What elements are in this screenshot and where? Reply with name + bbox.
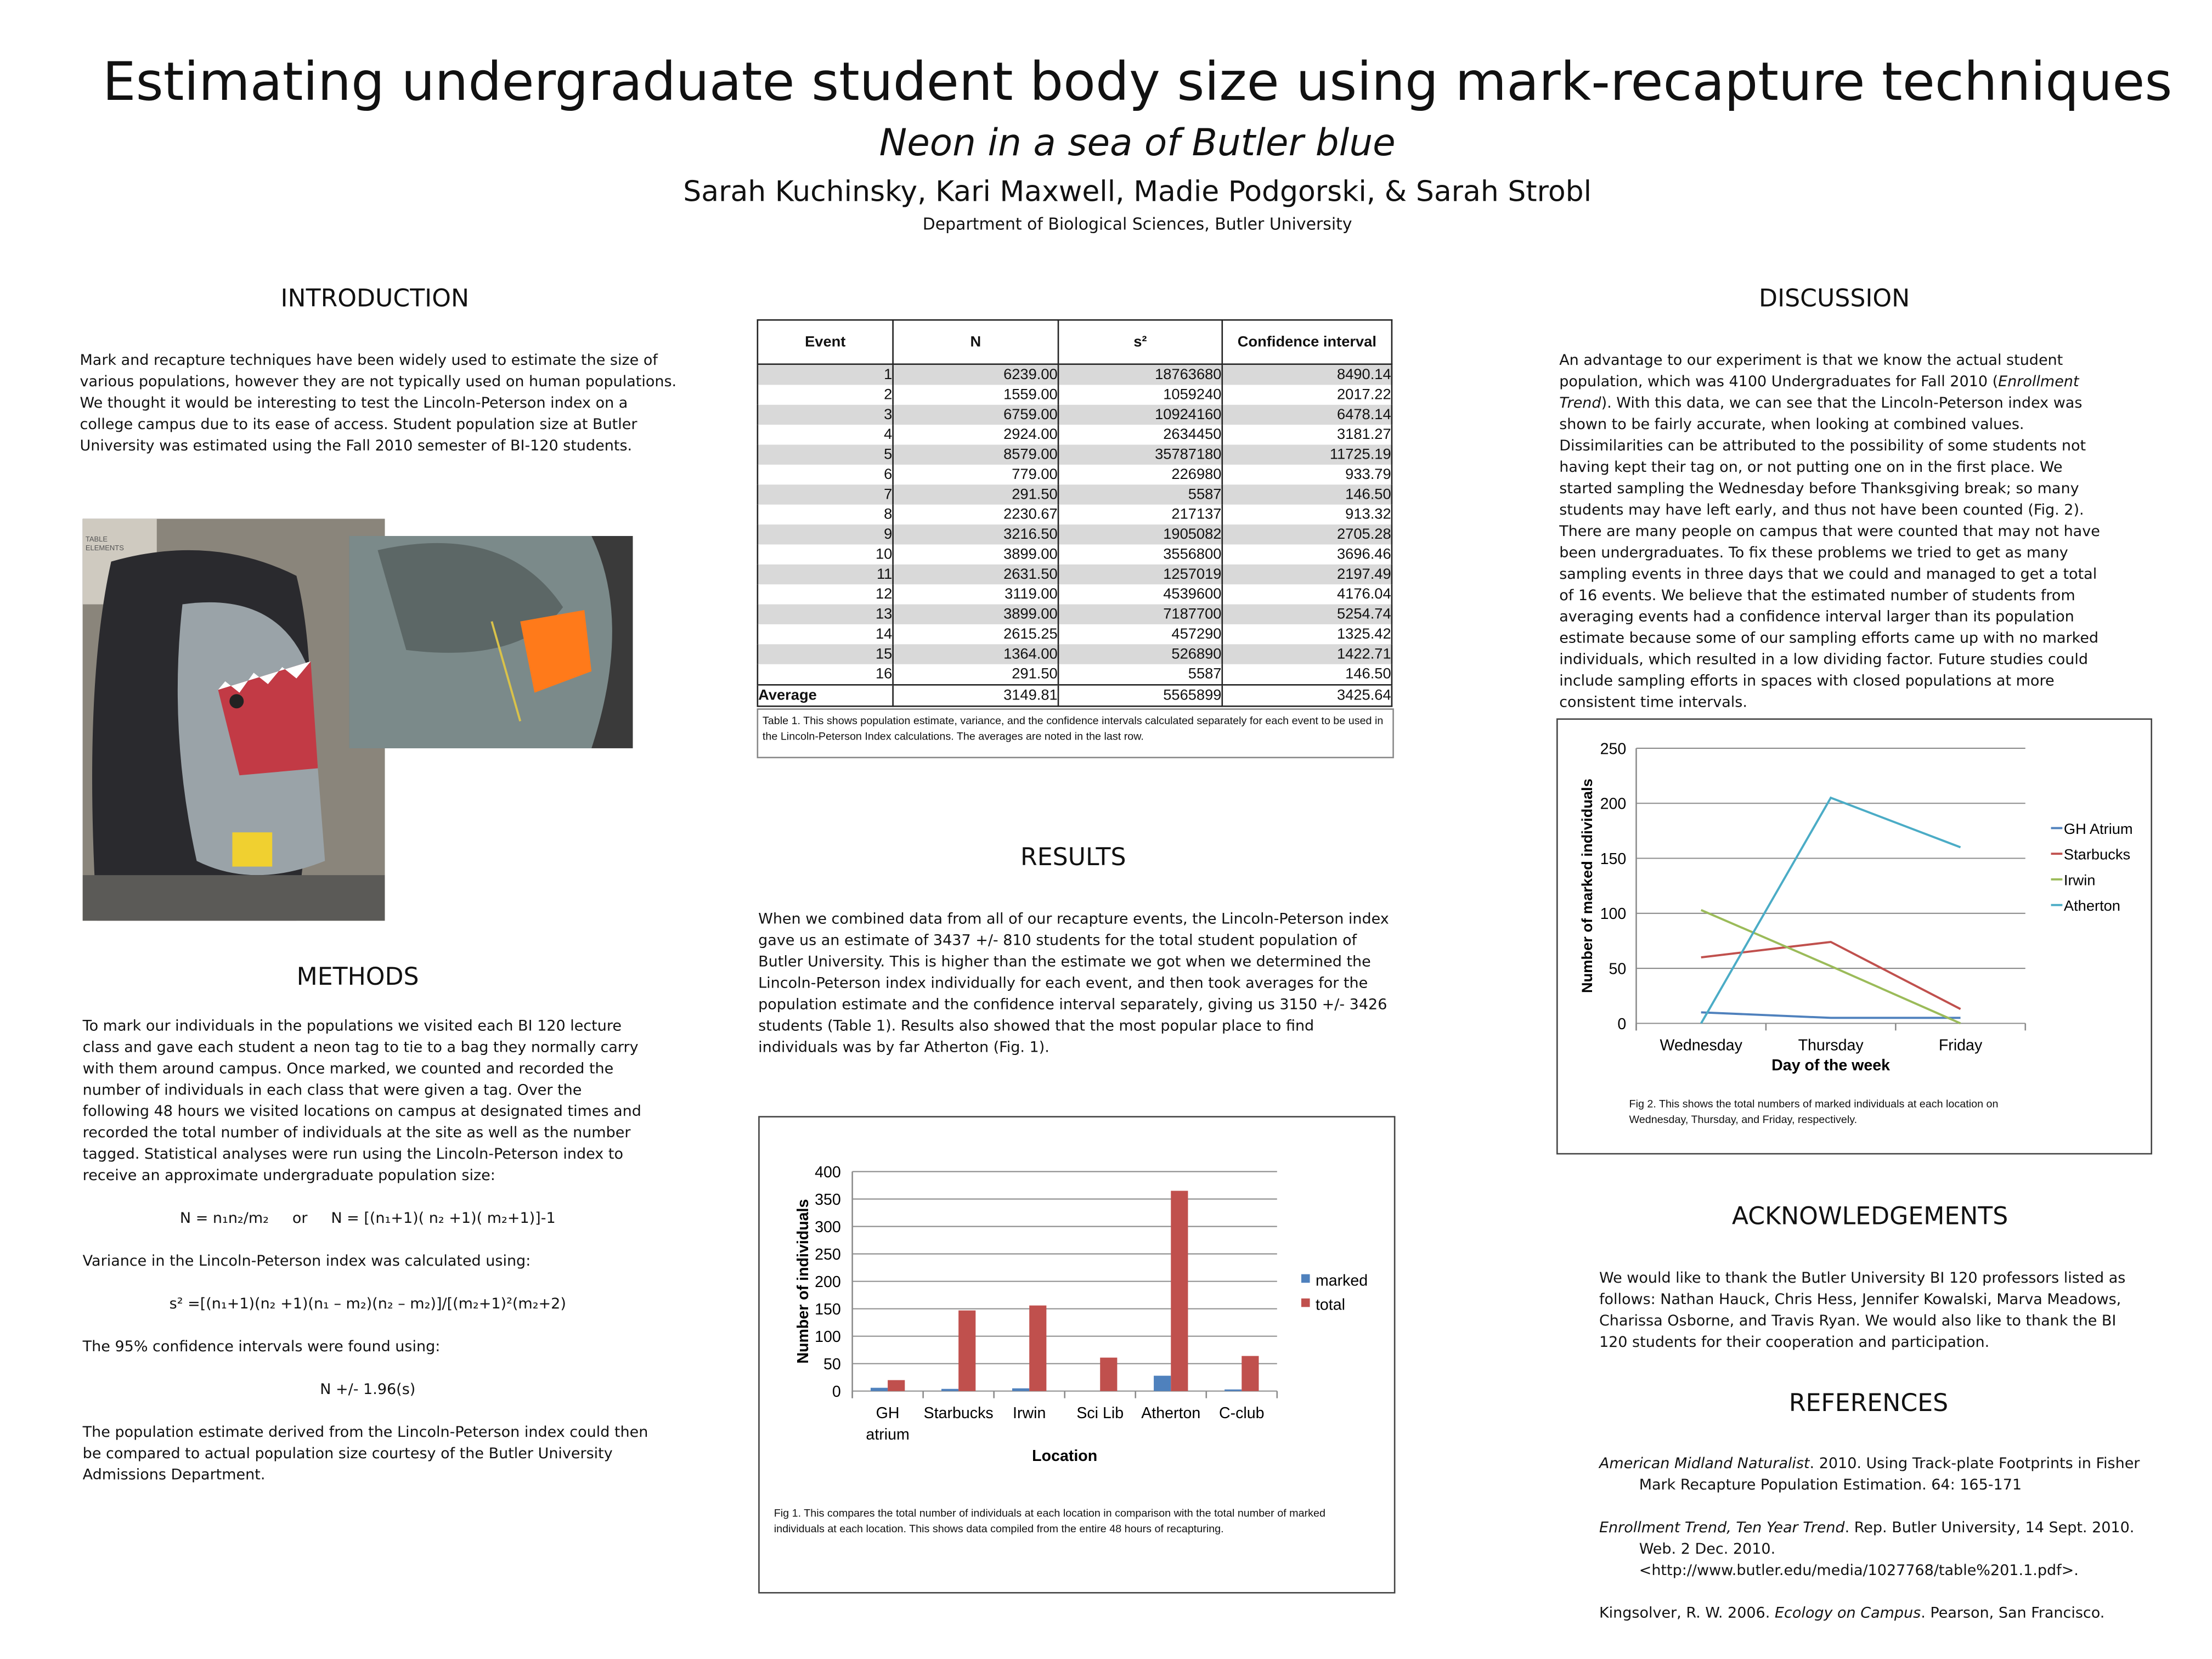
cell-event: 14 — [758, 624, 893, 644]
cell-confidence-interval: 1422.71 — [1222, 644, 1392, 664]
bar-total — [1242, 1356, 1259, 1391]
reference-details: . Rep. Butler University, 14 Sept. 2010. Web. 2 Dec. 2010. <http://www.butler.edu/media/1027768/table%201.1.pdf>. — [1639, 1519, 2135, 1579]
column-header-variance: s² — [1058, 320, 1222, 364]
cell-n: 6759.00 — [893, 405, 1058, 425]
cell-confidence-interval: 146.50 — [1222, 664, 1392, 685]
cell-variance: 526890 — [1058, 644, 1222, 664]
y-tick-label: 300 — [815, 1218, 841, 1236]
equation-confidence-interval: N +/- 1.96(s) — [320, 1381, 416, 1398]
figure-2-line-chart — [1556, 718, 2152, 1154]
department: Department of Biological Sciences, Butler University — [922, 213, 1352, 234]
table-row — [758, 624, 1392, 644]
x-tick-label: atrium — [866, 1425, 910, 1443]
results-heading: RESULTS — [1020, 844, 1126, 872]
figure-1-bar-chart — [758, 1116, 1395, 1593]
cell-n: 3899.00 — [893, 605, 1058, 624]
cell-n: 3899.00 — [893, 544, 1058, 564]
poster-title: Estimating undergraduate student body size using mark-recapture techniques — [102, 51, 2172, 113]
photo-neon-tag — [349, 536, 633, 748]
results-table-container — [757, 319, 1394, 758]
table-row-average — [758, 685, 1392, 706]
poster-subtitle: Neon in a sea of Butler blue — [879, 122, 1396, 166]
legend-label-total: total — [1315, 1296, 1345, 1314]
discussion-text — [1559, 351, 2115, 714]
methods-paragraph-2: Variance in the Lincoln-Peterson index was calculated using: — [82, 1252, 531, 1270]
cell-variance: 457290 — [1058, 624, 1222, 644]
column-header-event: Event — [758, 320, 893, 364]
y-tick-label: 50 — [1609, 960, 1627, 978]
cell-variance: 226980 — [1058, 465, 1222, 484]
figure-1-caption: Fig 1. This compares the total number of individuals at each location in comparison with the total number of marked individuals at each location. This shows data compiled from the entire 48 hours of recapturing. — [774, 1506, 1325, 1536]
bar-total — [1171, 1191, 1188, 1391]
cell-event: 11 — [758, 565, 893, 584]
cell-n: 291.50 — [893, 484, 1058, 504]
cell-confidence-interval: 933.79 — [1222, 465, 1392, 484]
table-row — [758, 584, 1392, 604]
x-tick-label: Atherton — [1141, 1404, 1201, 1423]
line-starbucks — [1701, 942, 1961, 1009]
cell-variance: 1905082 — [1058, 524, 1222, 544]
x-tick-label: Wednesday — [1660, 1036, 1742, 1054]
bar-total — [888, 1380, 905, 1391]
cell-confidence-interval: 5254.74 — [1222, 605, 1392, 624]
y-tick-label: 100 — [815, 1328, 841, 1346]
cell-n: 6239.00 — [893, 364, 1058, 385]
cell-variance: 18763680 — [1058, 364, 1222, 385]
cell-variance: 1257019 — [1058, 565, 1222, 584]
photo-backpack-student — [83, 519, 385, 921]
cell-event: 5 — [758, 445, 893, 465]
cell-variance: 10924160 — [1058, 405, 1222, 425]
cell-variance: 7187700 — [1058, 605, 1222, 624]
y-axis-title: Number of individuals — [794, 1199, 812, 1364]
table-row — [758, 405, 1392, 425]
table-caption: Table 1. This shows population estimate, variance, and the confidence intervals calculated separately for each event to be used in the Lincoln-Peterson Index calculations. The averages are noted in the last row. — [757, 708, 1394, 758]
cell-confidence-interval: 3181.27 — [1222, 425, 1392, 444]
cell-event: 9 — [758, 524, 893, 544]
cell-confidence-interval: 146.50 — [1222, 484, 1392, 504]
table-row — [758, 524, 1392, 544]
y-tick-label: 50 — [823, 1356, 841, 1374]
cell-n: 2631.50 — [893, 565, 1058, 584]
reference-item — [1599, 1604, 2141, 1625]
table-row — [758, 364, 1392, 385]
y-tick-label: 0 — [832, 1383, 841, 1401]
cell-confidence-interval: 2017.22 — [1222, 385, 1392, 404]
methods-heading: METHODS — [296, 963, 419, 992]
cell-confidence-interval: 3425.64 — [1222, 685, 1392, 706]
cell-n: 2924.00 — [893, 425, 1058, 444]
equation-population-estimate: N = n₁n₂/m₂ or N = [(n₁+1)( n₂ +1)( m₂+1)]-1 — [179, 1210, 556, 1227]
methods-section — [83, 1016, 653, 1486]
acknowledgements-heading: ACKNOWLEDGEMENTS — [1731, 1203, 2008, 1232]
cell-confidence-interval: 8490.14 — [1222, 364, 1392, 385]
cell-event: 15 — [758, 644, 893, 664]
cell-variance: 217137 — [1058, 505, 1222, 524]
cell-n: 3149.81 — [893, 685, 1058, 706]
legend-label: Atherton — [2063, 897, 2120, 915]
table-row — [758, 385, 1392, 404]
authors: Sarah Kuchinsky, Kari Maxwell, Madie Podgorski, & Sarah Strobl — [683, 173, 1592, 208]
cell-n: 291.50 — [893, 664, 1058, 685]
table-row — [758, 465, 1392, 484]
cell-n: 779.00 — [893, 465, 1058, 484]
bar-marked — [1012, 1389, 1029, 1391]
photo-sign-text: TABLE ELEMENTS — [85, 535, 124, 554]
bar-chart-svg — [760, 1118, 1394, 1516]
bar-total — [1029, 1306, 1046, 1391]
y-tick-label: 100 — [1600, 905, 1627, 923]
line-chart-svg — [1558, 720, 2151, 1090]
cell-event: 8 — [758, 505, 893, 524]
cell-n: 2230.67 — [893, 505, 1058, 524]
cell-variance: 3556800 — [1058, 544, 1222, 564]
reference-title: Ecology on Campus — [1774, 1605, 1921, 1622]
cell-variance: 35787180 — [1058, 445, 1222, 465]
legend-label-marked: marked — [1315, 1272, 1368, 1290]
x-tick-label: C-club — [1219, 1404, 1265, 1423]
y-tick-label: 400 — [815, 1163, 841, 1181]
introduction-heading: INTRODUCTION — [280, 285, 470, 314]
cell-variance: 4539600 — [1058, 584, 1222, 604]
x-tick-label: GH — [876, 1404, 900, 1423]
y-axis-title: Number of marked individuals — [1578, 778, 1595, 994]
cell-confidence-interval: 3696.46 — [1222, 544, 1392, 564]
bar-marked — [1224, 1390, 1242, 1391]
x-tick-label: Thursday — [1798, 1036, 1864, 1054]
legend-swatch-marked — [1301, 1274, 1310, 1283]
references-heading: REFERENCES — [1788, 1390, 1949, 1419]
bar-marked — [941, 1389, 958, 1391]
legend-label: GH Atrium — [2063, 820, 2133, 837]
reference-details: . Pearson, San Francisco. — [1921, 1605, 2105, 1622]
neon-tag-photo-illustration — [349, 536, 633, 748]
cell-event: 2 — [758, 385, 893, 404]
cell-event: 10 — [758, 544, 893, 564]
column-header-confidence-interval: Confidence interval — [1222, 320, 1392, 364]
bar-total — [958, 1311, 975, 1391]
table-row — [758, 644, 1392, 664]
y-tick-label: 150 — [1600, 850, 1627, 868]
cell-event: 16 — [758, 664, 893, 685]
bar-marked — [1154, 1376, 1171, 1391]
line-gh-atrium — [1701, 1012, 1961, 1018]
reference-title: American Midland Naturalist — [1599, 1455, 1810, 1472]
cell-n: 8579.00 — [893, 445, 1058, 465]
cell-event: 12 — [758, 584, 893, 604]
table-row — [758, 544, 1392, 564]
cell-variance: 5565899 — [1058, 685, 1222, 706]
reference-details: . 2010. Using Track-plate Footprints in Fisher Mark Recapture Population Estimation. 64: 165-171 — [1639, 1455, 2140, 1494]
cell-event: 4 — [758, 425, 893, 444]
cell-confidence-interval: 2705.28 — [1222, 524, 1392, 544]
x-tick-label: Irwin — [1013, 1404, 1046, 1423]
x-tick-label: Friday — [1938, 1036, 1983, 1054]
backpack-photo-illustration — [83, 519, 385, 921]
cell-variance: 5587 — [1058, 664, 1222, 685]
figure-2-caption: Fig 2. This shows the total numbers of marked individuals at each location on Wednesday, Thursday, and Friday, respectively. — [1629, 1097, 1999, 1126]
cell-n: 3216.50 — [893, 524, 1058, 544]
column-header-n: N — [893, 320, 1058, 364]
line-irwin — [1701, 910, 1961, 1024]
methods-paragraph-4: The population estimate derived from the Lincoln-Peterson index could then be compared to actual population size courtesy of the Butler University Admissions Department. — [82, 1424, 648, 1484]
table-row — [758, 445, 1392, 465]
cell-n: 3119.00 — [893, 584, 1058, 604]
y-tick-label: 0 — [1617, 1015, 1627, 1033]
y-tick-label: 200 — [815, 1273, 841, 1291]
y-tick-label: 350 — [815, 1190, 841, 1209]
methods-paragraph-3: The 95% confidence intervals were found using: — [82, 1338, 441, 1356]
table-row — [758, 484, 1392, 504]
cell-confidence-interval: 2197.49 — [1222, 565, 1392, 584]
cell-event: 3 — [758, 405, 893, 425]
cell-n: 2615.25 — [893, 624, 1058, 644]
cell-event: 1 — [758, 364, 893, 385]
x-tick-label: Sci Lib — [1076, 1404, 1124, 1423]
discussion-heading: DISCUSSION — [1759, 285, 1910, 314]
cell-event: 13 — [758, 605, 893, 624]
discussion-text-italic: Enrollment Trend — [1559, 373, 2079, 412]
y-tick-label: 150 — [815, 1301, 841, 1319]
table-row — [758, 425, 1392, 444]
cell-n: 1364.00 — [893, 644, 1058, 664]
bar-total — [1100, 1358, 1117, 1391]
y-tick-label: 250 — [1600, 740, 1627, 758]
methods-paragraph-1: To mark our individuals in the populations we visited each BI 120 lecture class and gave each student a neon tag to tie to a bag they normally carry with them around campus. Once marked, we counted and recorded the number of individuals in each class that were given a tag. Over the following 48 hours we visited locations on campus at designated times and recorded the total number of individuals at the site as well as the number tagged. Statistical analyses were run using the Lincoln-Peterson index to receive an approximate undergraduate population size: — [82, 1017, 641, 1184]
legend-label: Irwin — [2063, 871, 2096, 889]
equation-variance: s² =[(n₁+1)(n₂ +1)(n₁ – m₂)(n₂ – m₂)]/[(m₂+1)²(m₂+2) — [169, 1295, 566, 1313]
average-label: Average — [758, 685, 893, 706]
reference-author: Kingsolver, R. W. 2006. — [1599, 1605, 1775, 1622]
cell-variance: 2634450 — [1058, 425, 1222, 444]
cell-variance: 5587 — [1058, 484, 1222, 504]
results-text: When we combined data from all of our recapture events, the Lincoln-Peterson index gave us an estimate of 3437 +/- 810 students for the total student population of Butler University. This is higher than the estimate we got when we determined the Lincoln-Peterson index individually for each event, and then took averages for the population estimate and the confidence interval separately, giving us 3150 +/- 3426 students (Table 1). Results also showed that the most popular place to find individuals was by far Atherton (Fig. 1). — [758, 911, 1389, 1057]
reference-title: Enrollment Trend, Ten Year Trend — [1599, 1519, 1845, 1537]
y-tick-label: 250 — [815, 1245, 841, 1263]
x-axis-title: Location — [1032, 1447, 1098, 1465]
acknowledgements-text: We would like to thank the Butler University BI 120 professors listed as follows: Nathan Hauck, Chris Hess, Jennifer Kowalski, Marva Meadows, Charissa Osborne, and Travis Ryan. We would also like to thank the BI 120 students for their cooperation and participation. — [1599, 1269, 2126, 1351]
legend-swatch-total — [1301, 1299, 1310, 1307]
legend-label: Starbucks — [2063, 845, 2131, 863]
discussion-text-a: An advantage to our experiment is that we know the actual student population, which was 4100 Undergraduates for Fall 2010 ( — [1559, 352, 2063, 391]
y-tick-label: 200 — [1600, 795, 1627, 813]
x-tick-label: Starbucks — [923, 1404, 994, 1423]
table-row — [758, 664, 1392, 685]
cell-confidence-interval: 6478.14 — [1222, 405, 1392, 425]
table-row — [758, 565, 1392, 584]
cell-confidence-interval: 1325.42 — [1222, 624, 1392, 644]
cell-event: 7 — [758, 484, 893, 504]
reference-item — [1599, 1454, 2141, 1497]
bar-marked — [871, 1388, 888, 1391]
table-row — [758, 505, 1392, 524]
cell-n: 1559.00 — [893, 385, 1058, 404]
cell-confidence-interval: 11725.19 — [1222, 445, 1392, 465]
cell-variance: 1059240 — [1058, 385, 1222, 404]
discussion-text-b: ). With this data, we can see that the Lincoln-Peterson index was shown to be fairly accurate, when looking at combined values. Dissimilarities can be attributed to the possibility of some students not having kept their tag on, or not putting one on in the first place. We started sampling the Wednesday before Thanksgiving break; so many students may have left early, and thus not have been counted (Fig. 2). There are many people on campus that were counted that may not have been undergraduates. To fix these problems we tried to get as many sampling events in three days that we could and managed to get a total of 16 events. We believe that the estimated number of students from averaging events had a confidence interval larger than its population estimate because some of our sampling efforts came up with no marked individuals, which resulted in a low dividing factor. Future studies could include sampling efforts in spaces with closed populations at more consistent time intervals. — [1559, 394, 2100, 712]
x-axis-title: Day of the week — [1771, 1057, 1891, 1075]
introduction-text: Mark and recapture techniques have been widely used to estimate the size of various populations, however they are not typically used on human populations. We thought it would be interesting to test the Lincoln-Peterson index on a college campus due to its ease of access. Student population size at Butler University was estimated using the Fall 2010 semester of BI-120 students. — [80, 352, 677, 455]
cell-confidence-interval: 4176.04 — [1222, 584, 1392, 604]
cell-confidence-interval: 913.32 — [1222, 505, 1392, 524]
table-row — [758, 605, 1392, 624]
reference-item — [1599, 1518, 2141, 1582]
cell-event: 6 — [758, 465, 893, 484]
results-table — [757, 319, 1393, 707]
references-list — [1599, 1454, 2141, 1625]
